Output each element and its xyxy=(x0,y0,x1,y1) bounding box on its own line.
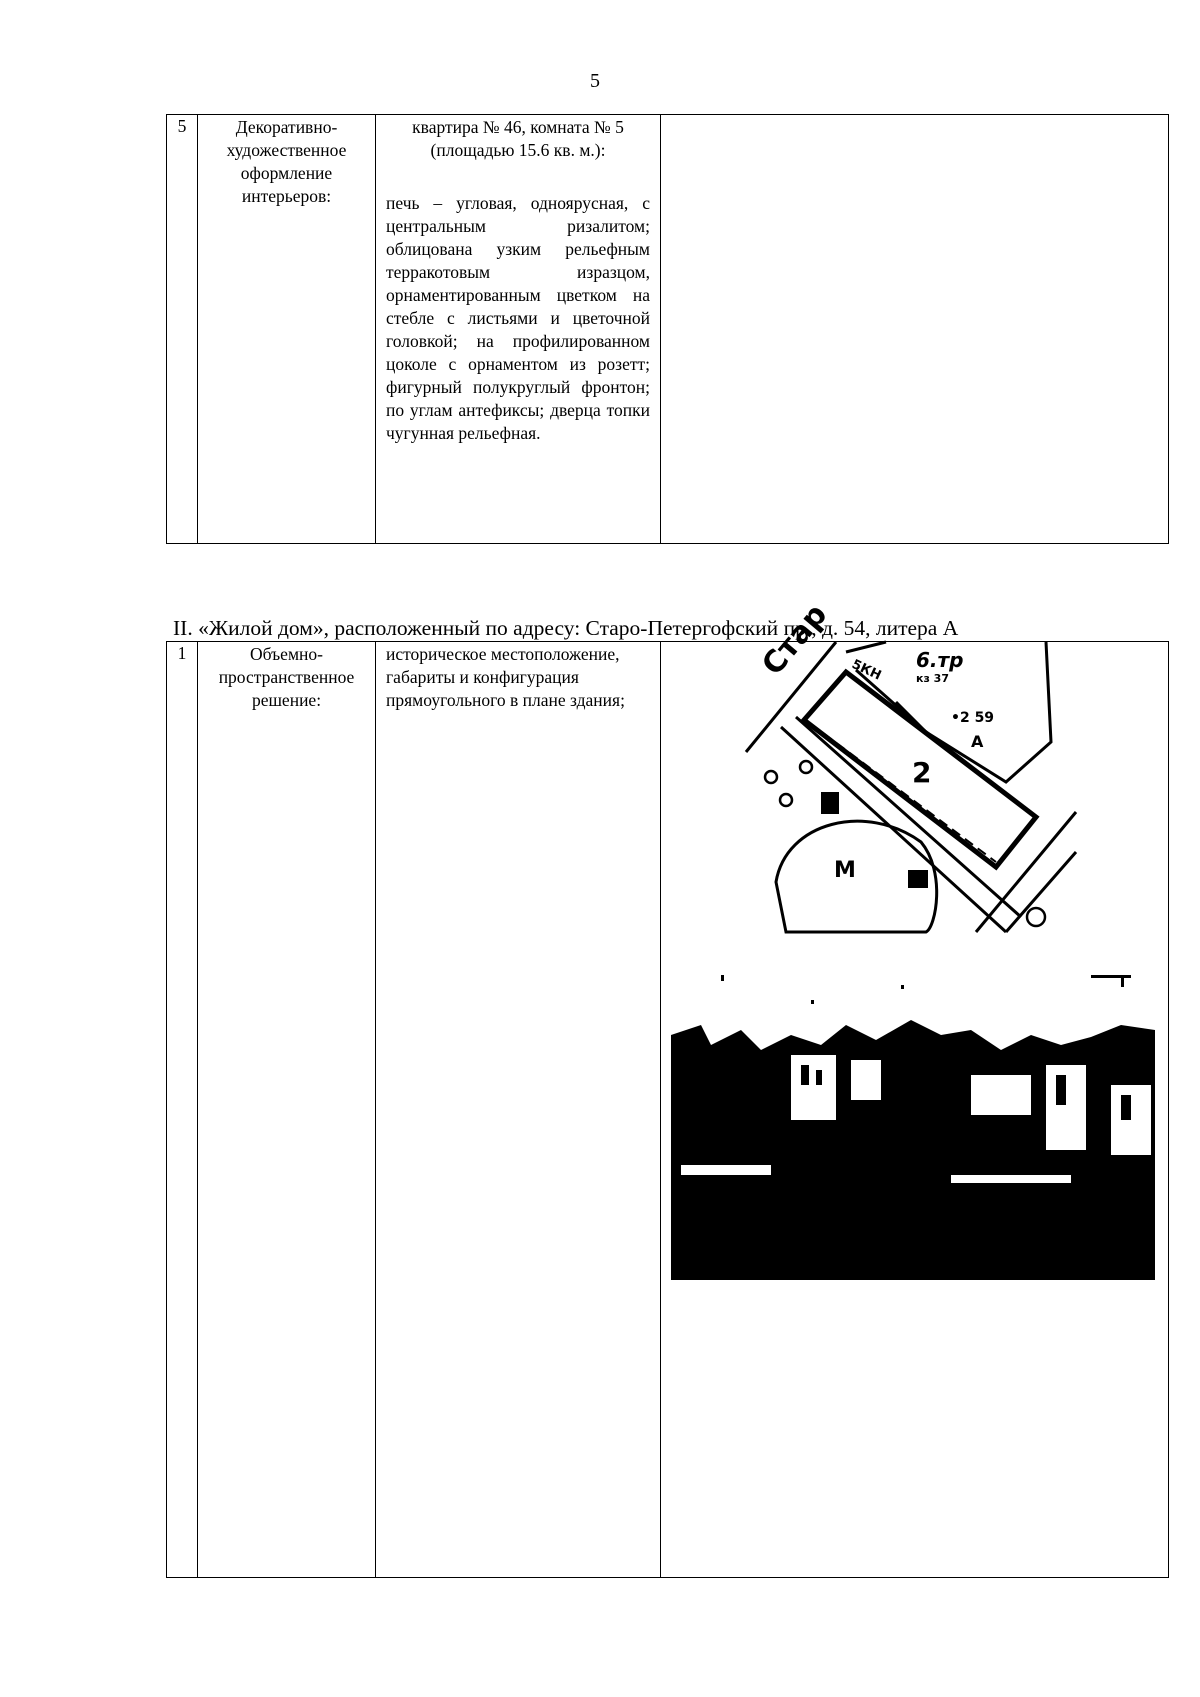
table-row xyxy=(167,115,1169,544)
map-building-number: 2 xyxy=(912,756,932,789)
map-metro-label: М xyxy=(834,858,856,883)
stove-description: печь – угловая, одноярусная, с центральным ризалитом; облицована узким рельефным терракотовым изразцом, орнаментированным цветком на стебле с листьями и цветочной головкой; на профилированном цоколе с орнаментом из розетт; фигурный полукруглый фронтон; по углам антефиксы; дверца топки чугунная рельефная. xyxy=(386,193,650,443)
page-number: 5 xyxy=(590,70,600,92)
photo-cell-empty xyxy=(661,115,1169,544)
subject-type: Декоративно-художественное оформление интерьеров: xyxy=(198,115,376,544)
room-heading: квартира № 46, комната № 5 (площадью 15.6 кв. м.): xyxy=(412,117,624,160)
illustrations-cell xyxy=(661,597,1169,1578)
map-upper-label: 6.тр xyxy=(916,648,964,672)
row-number: 5 xyxy=(167,115,198,544)
street-photo xyxy=(671,975,1155,1280)
monument-table-interior xyxy=(166,114,1169,544)
section-title: II. «Жилой дом», расположенный по адресу: Старо-Петергофский пр., д. 54, литера А xyxy=(173,616,959,640)
subject-description xyxy=(376,115,661,544)
subject-description xyxy=(376,642,661,1578)
map-upper-code: кз 37 xyxy=(916,672,949,685)
table-row xyxy=(167,642,1169,1578)
map-street-label: Стар xyxy=(755,597,835,683)
map-height-mark: •2 59 xyxy=(951,710,995,726)
map-5kn-label: 5КН xyxy=(849,657,884,684)
map-block-label: А xyxy=(971,732,984,751)
cadastral-map xyxy=(746,597,1076,932)
location-description: историческое местоположение, габариты и конфигурация прямоугольного в плане здания; xyxy=(386,644,625,710)
subject-type: Объемно-пространственное решение: xyxy=(198,642,376,1578)
row-number: 1 xyxy=(167,642,198,1578)
